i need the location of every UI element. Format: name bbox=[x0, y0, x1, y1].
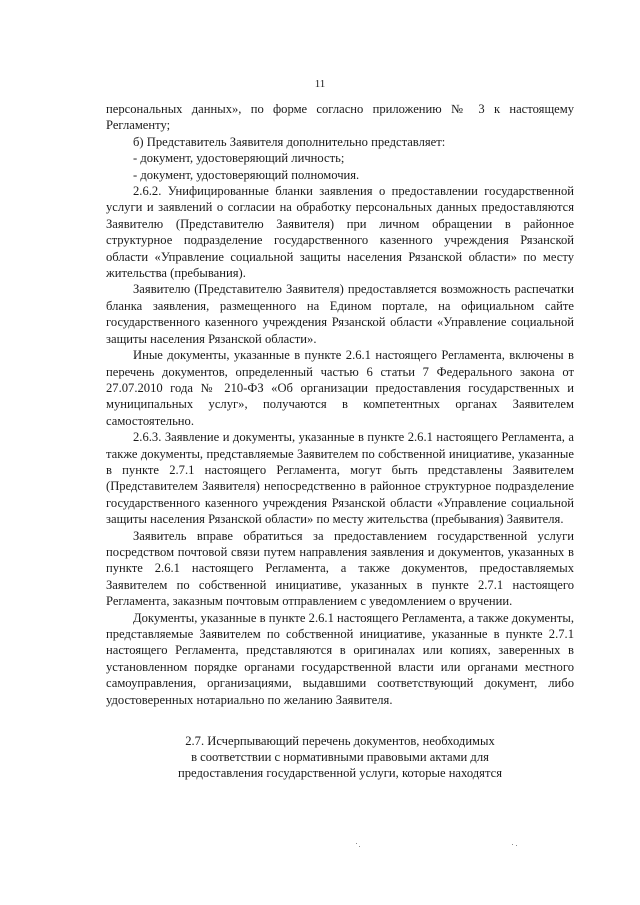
scan-artifacts bbox=[352, 842, 552, 852]
paragraph-other-documents: Иные документы, указанные в пункте 2.6.1 настоящего Регламента, включены в перечень документов, определенный частью 6 статьи 7 Федерального закона от 27.07.2010 года № 210-ФЗ «Об организации предоставления государственных и муниципальных услуг», получаются в компетентных органах Заявителем самостоятельно. bbox=[106, 348, 574, 428]
heading-line: предоставления государственной услуги, которые находятся bbox=[177, 766, 503, 781]
paragraph-form-printing: Заявителю (Представителю Заявителя) предоставляется возможность распечатки бланка заявления, размещенного на Едином портале, на официальном сайте государственного казенного учреждения Рязанской области «Управление социальной защиты населения Рязанской области». bbox=[106, 282, 574, 346]
paragraph-originals-copies: Документы, указанные в пункте 2.6.1 настоящего Регламента, а также документы, представляемые Заявителем по собственной инициативе, указанные в пункте 2.7.1 настоящего Регламента, представляются в оригиналах или копиях, заверенных в установленном порядке органами государственной власти или органами местного самоуправления, организациями, выдавшими соответствующий документ, либо удостоверенных нотариально по желанию Заявителя. bbox=[106, 610, 574, 707]
section-heading-2-7 bbox=[106, 733, 574, 781]
list-item-authority-document: - документ, удостоверяющий полномочия. bbox=[133, 167, 360, 182]
scan-speck bbox=[516, 845, 517, 846]
body-text bbox=[106, 101, 574, 781]
list-item-identity-document: - документ, удостоверяющий личность; bbox=[133, 151, 345, 166]
paragraph-representative: б) Представитель Заявителя дополнительно представляет: bbox=[133, 134, 446, 149]
heading-line: в соответствии с нормативными правовыми актами для bbox=[191, 750, 489, 765]
scan-speck bbox=[359, 846, 360, 847]
paragraph-2-6-2: 2.6.2. Унифицированные бланки заявления о предоставлении государственной услуги и заявлений о согласии на обработку персональных данных предоставляются Заявителю (Представителю Заявителя) при личном обращении в районное структурное подразделение государственного казенного учреждения Рязанской области «Управление социальной защиты населения Рязанской области» по месту жительства (пребывания). bbox=[106, 184, 574, 281]
page-number: 11 bbox=[314, 78, 326, 90]
heading-line: 2.7. Исчерпывающий перечень документов, необходимых bbox=[185, 734, 495, 749]
paragraph-postal-submission: Заявитель вправе обратиться за предоставлением государственной услуги посредством почтовой связи путем направления заявления и документов, указанных в пункте 2.6.1 настоящего Регламента, а также документов, предоставляемых Заявителем по собственной инициативе, указанных в пункте 2.7.1 настоящего Регламента, заказным почтовым отправлением с уведомлением о вручении. bbox=[106, 528, 574, 609]
scan-speck bbox=[356, 843, 357, 844]
scan-speck bbox=[512, 844, 513, 845]
paragraph-continuation: персональных данных», по форме согласно приложению № 3 к настоящему Регламенту; bbox=[106, 102, 574, 133]
paragraph-2-6-3: 2.6.3. Заявление и документы, указанные в пункте 2.6.1 настоящего Регламента, а также документы, представляемые Заявителем по собственной инициативе, указанные в пункте 2.7.1 настоящего Регламента, могут быть представлены Заявителем (Представителем Заявителя) непосредственно в районное структурное подразделение государственного казенного учреждения Рязанской области «Управление социальной защиты населения Рязанской области» по месту жительства (пребывания) Заявителя. bbox=[106, 430, 574, 527]
